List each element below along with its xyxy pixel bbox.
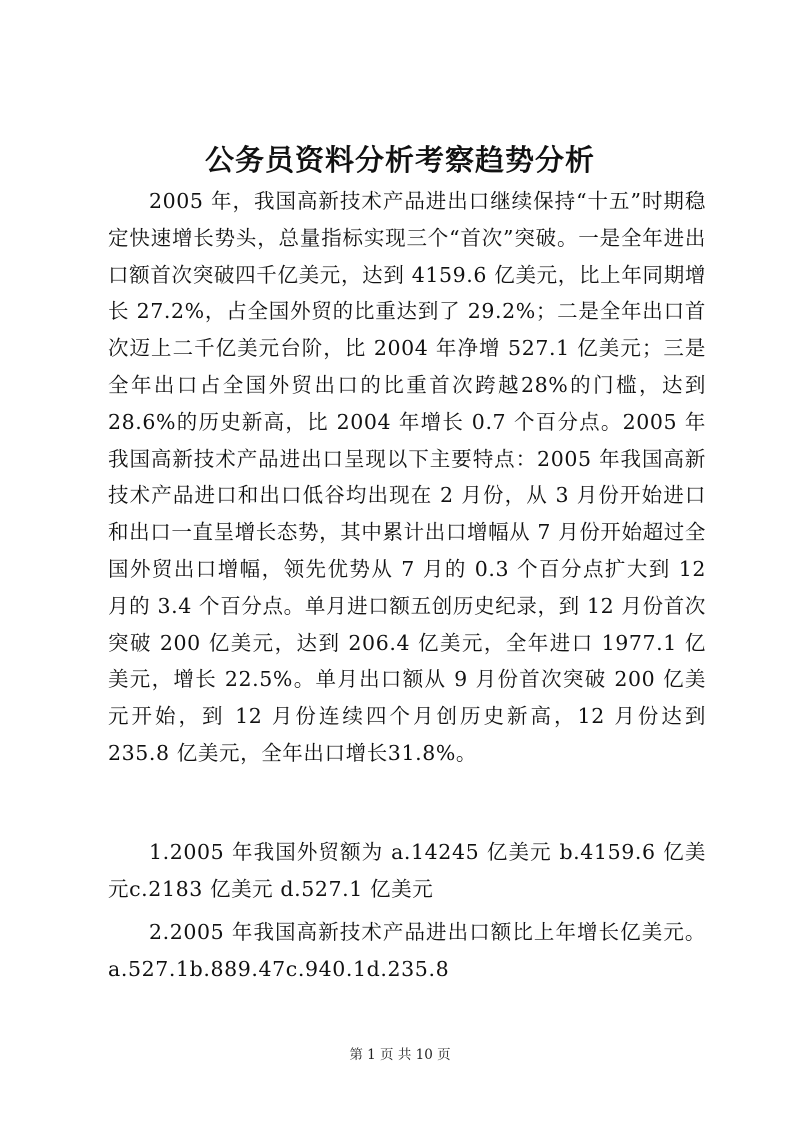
question-1-paragraph: 1.2005 年我国外贸额为 a.14245 亿美元 b.4159.6 亿美元c.2183 亿美元 d.527.1 亿美元	[108, 840, 706, 901]
question-2-paragraph: 2.2005 年我国高新技术产品进出口额比上年增长亿美元。a.527.1b.889.47c.940.1d.235.8	[108, 920, 706, 981]
page-footer: 第 1 页 共 10 页	[349, 1047, 451, 1063]
page-title: 公务员资料分析考察趋势分析	[204, 143, 595, 177]
main-paragraph: 2005 年，我国高新技术产品进出口继续保持“十五”时期稳定快速增长势头，总量指标实现三个“首次”突破。一是全年进出口额首次突破四千亿美元，达到 4159.6 亿美元，比上年同期增长 27.2%，占全国外贸的比重达到了 29.2%；二是全年出口首次迈上二千亿美元台阶，比 2004 年净增 527.1 亿美元；三是全年出口占全国外贸出口的比重首次跨越28%的门槛，达到28.6%的历史新高，比 2004 年增长 0.7 个百分点。2005 年我国高新技术产品进出口呈现以下主要特点：2005 年我国高新技术产品进口和出口低谷均出现在 2 月份，从 3 月份开始进口和出口一直呈增长态势，其中累计出口增幅从 7 月份开始超过全国外贸出口增幅，领先优势从 7 月的 0.3 个百分点扩大到 12 月的 3.4 个百分点。单月进口额五创历史纪录，到 12 月份首次突破 200 亿美元，达到 206.4 亿美元，全年进口 1977.1 亿美元，增长 22.5%。单月出口额从 9 月份首次突破 200 亿美元开始，到 12 月份连续四个月创历史新高，12 月份达到 235.8 亿美元，全年出口增长31.8%。	[108, 189, 706, 765]
